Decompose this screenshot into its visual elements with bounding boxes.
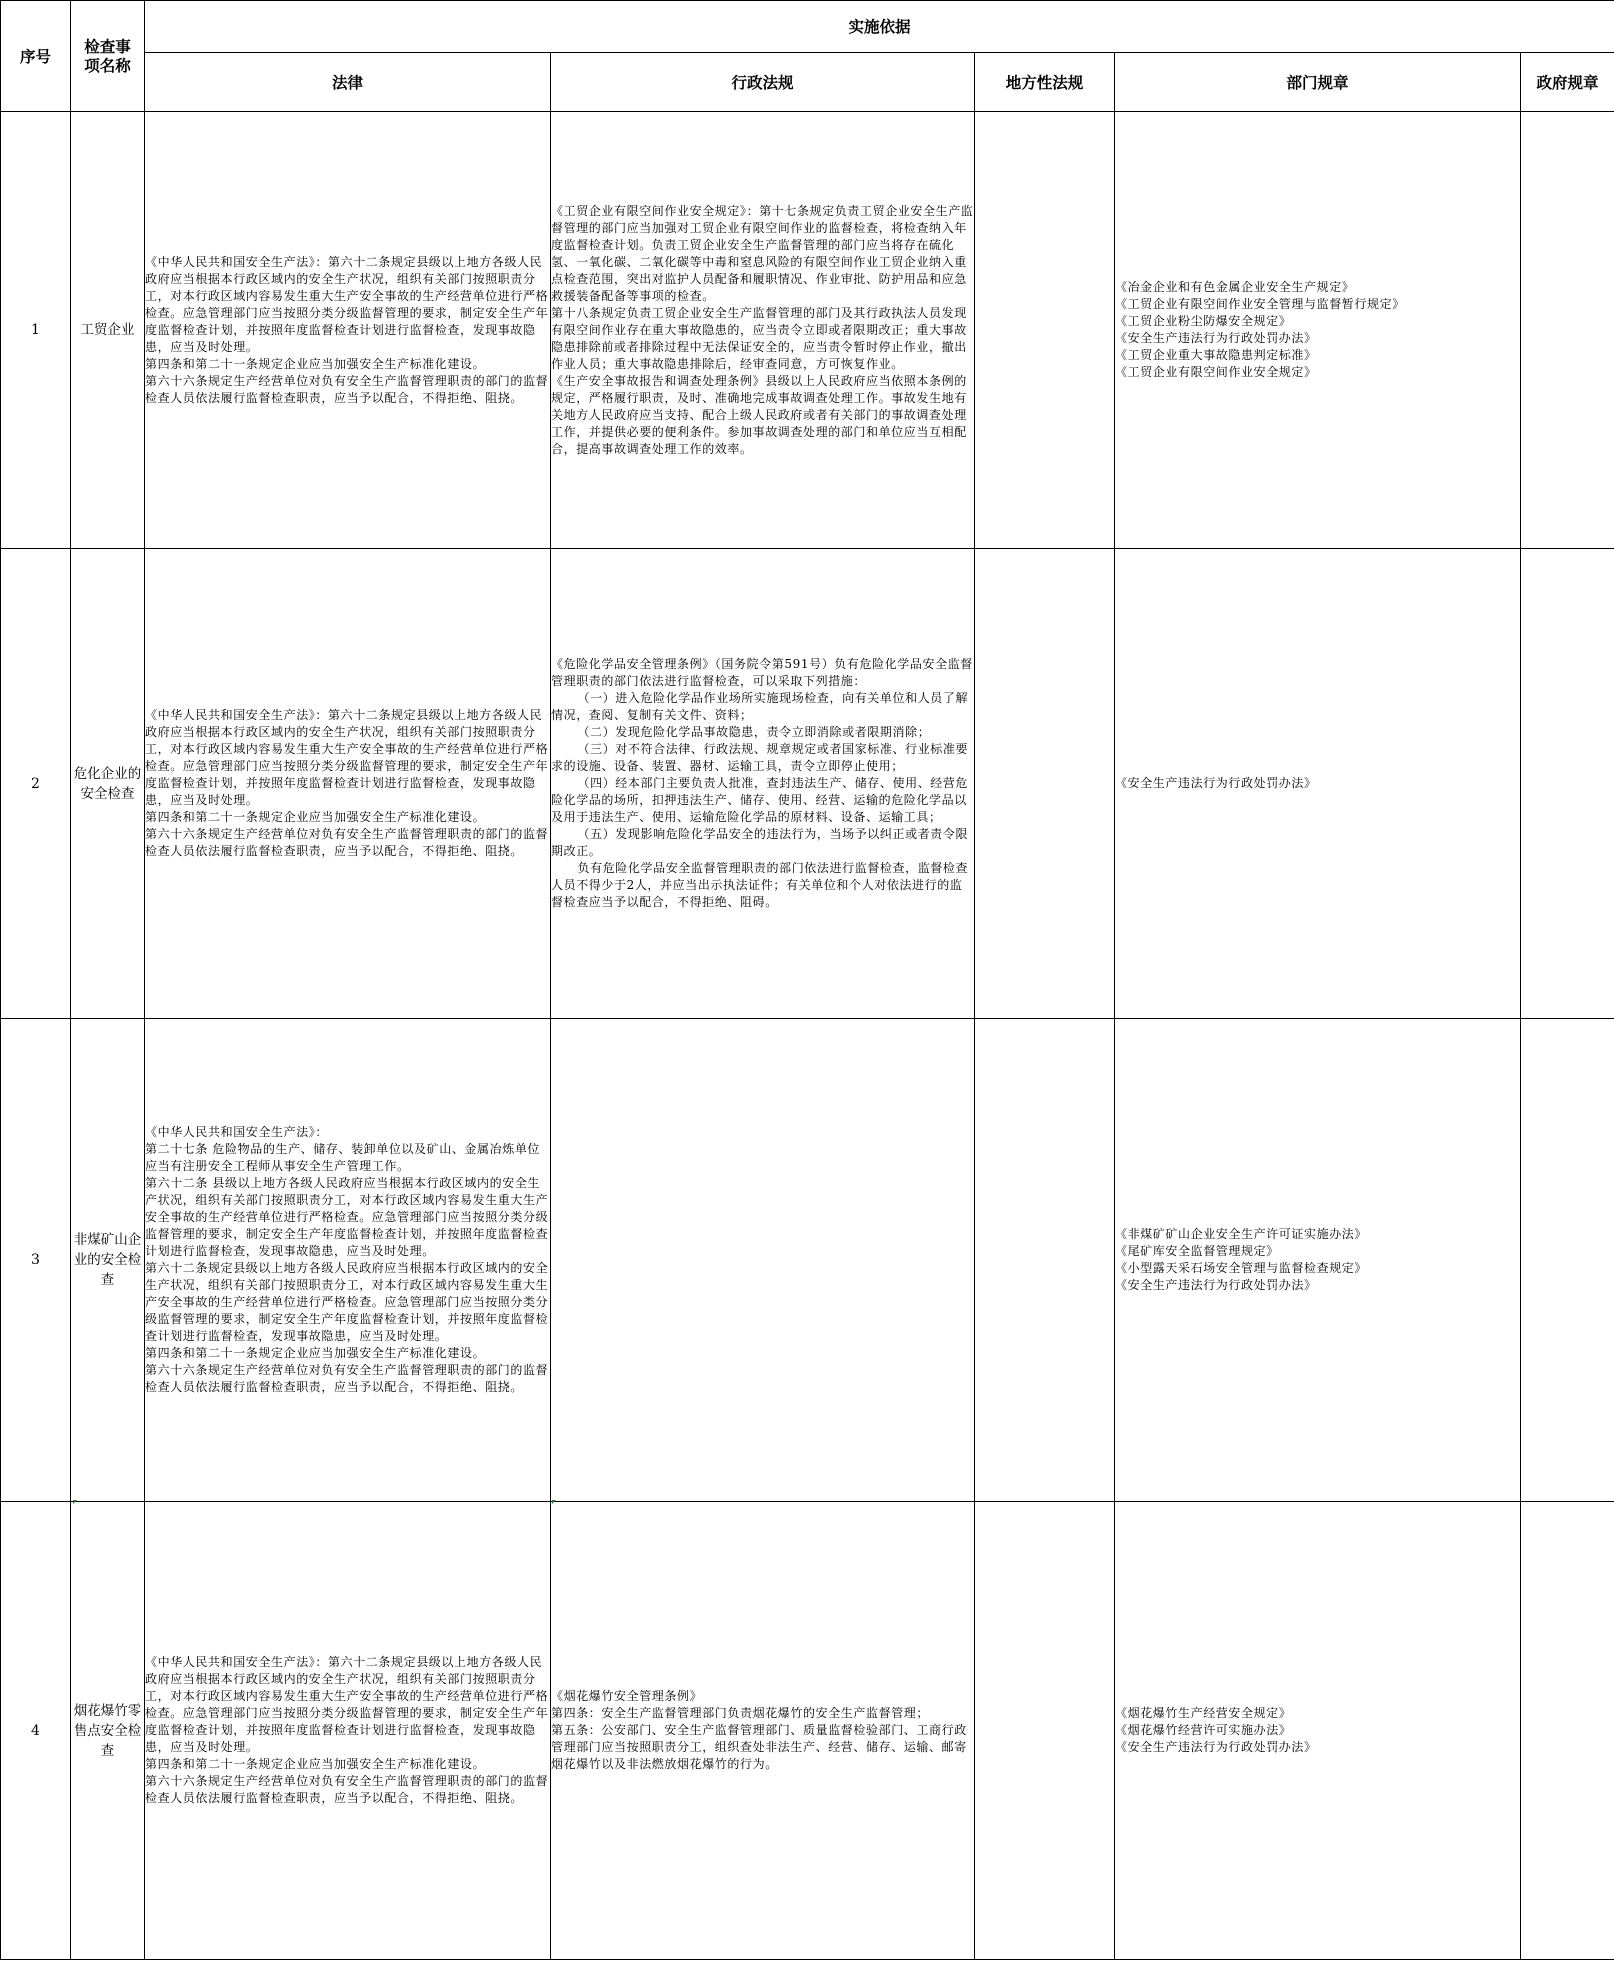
row-number: 3: [1, 1019, 71, 1502]
header-dept-rule: 部门规章: [1115, 53, 1521, 112]
cell-comment-marker: [552, 1500, 556, 1504]
row-admin-reg-text: 《工贸企业有限空间作业安全规定》：第十七条规定负责工贸企业安全生产监督管理的部门应当加强对工贸企业有限空间作业的监督检查，将检查纳入年度监督检查计划。负责工贸企业安全生产监督管理的部门应当将存在硫化氢、一氧化碳、二氧化碳等中毒和窒息风险的有限空间作业工贸企业纳入重点检查范围，突出对监护人员配备和履职情况、作业审批、防护用品和应急救援装备配备等事项的检查。 第十八条规定负责工贸企业安全生产监督管理的部门及其行政执法人员发现有限空间作业存在重大事故隐患的，应当责令立即或者限期改正；重大事故隐患排除前或者排除过程中无法保证安全的，应当责令暂时停止作业，撤出作业人员；重大事故隐患排除后，经审查同意，方可恢复作业。 《生产安全事故报告和调查处理条例》县级以上人民政府应当依照本条例的规定，严格履行职责，及时、准确地完成事故调查处理工作。事故发生地有关地方人民政府应当支持、配合上级人民政府或者有关部门的事故调查处理工作，并提供必要的便利条件。参加事故调查处理的部门和单位应当互相配合，提高事故调查处理工作的效率。: [551, 112, 975, 549]
row-local-reg-text: [975, 1019, 1115, 1502]
header-row-2: [1, 53, 1614, 112]
row-gov-rule-text: [1521, 112, 1614, 549]
row-dept-rule-text: 《非煤矿矿山企业安全生产许可证实施办法》 《尾矿库安全监督管理规定》 《小型露天采石场安全管理与监督检查规定》 《安全生产违法行为行政处罚办法》: [1115, 1019, 1521, 1502]
row-law-text: 《中华人民共和国安全生产法》：第六十二条规定县级以上地方各级人民政府应当根据本行政区域内的安全生产状况，组织有关部门按照职责分工，对本行政区域内容易发生重大生产安全事故的生产经营单位进行严格检查。应急管理部门应当按照分类分级监督管理的要求，制定安全生产年度监督检查计划，并按照年度监督检查计划进行监督检查，发现事故隐患，应当及时处理。 第四条和第二十一条规定企业应当加强安全生产标准化建设。 第六十六条规定生产经营单位对负有安全生产监督管理职责的部门的监督检查人员依法履行监督检查职责，应当予以配合，不得拒绝、阻挠。: [145, 1502, 551, 1960]
row-number: 1: [1, 112, 71, 549]
header-local-reg: 地方性法规: [975, 53, 1115, 112]
table-row: [1, 1502, 1614, 1960]
cell-comment-marker: [73, 1500, 77, 1504]
row-dept-rule-text: 《安全生产违法行为行政处罚办法》: [1115, 549, 1521, 1019]
row-item-name: 工贸企业: [71, 112, 145, 549]
row-local-reg-text: [975, 549, 1115, 1019]
row-admin-reg-text: 《危险化学品安全管理条例》（国务院令第591号）负有危险化学品安全监督管理职责的部门依法进行监督检查，可以采取下列措施： （一）进入危险化学品作业场所实施现场检查，向有关单位和人员了解情况，查阅、复制有关文件、资料； （二）发现危险化学品事故隐患，责令立即消除或者限期消除； （三）对不符合法律、行政法规、规章规定或者国家标准、行业标准要求的设施、设备、装置、器材、运输工具，责令立即停止使用； （四）经本部门主要负责人批准，查封违法生产、储存、使用、经营危险化学品的场所，扣押违法生产、储存、使用、经营、运输的危险化学品以及用于违法生产、使用、运输危险化学品的原材料、设备、运输工具； （五）发现影响危险化学品安全的违法行为，当场予以纠正或者责令限期改正。 负有危险化学品安全监督管理职责的部门依法进行监督检查，监督检查人员不得少于2人，并应当出示执法证件；有关单位和个人对依法进行的监督检查应当予以配合，不得拒绝、阻碍。: [551, 549, 975, 1019]
row-gov-rule-text: [1521, 1019, 1614, 1502]
row-admin-reg-text: 《烟花爆竹安全管理条例》 第四条：安全生产监督管理部门负责烟花爆竹的安全生产监督管理； 第五条：公安部门、安全生产监督管理部门、质量监督检验部门、工商行政管理部门应当按照职责分工，组织查处非法生产、经营、储存、运输、邮寄烟花爆竹以及非法燃放烟花爆竹的行为。: [551, 1502, 975, 1960]
row-number: 4: [1, 1502, 71, 1960]
header-basis: 实施依据: [145, 1, 1614, 53]
header-law: 法律: [145, 53, 551, 112]
row-law-text: 《中华人民共和国安全生产法》：第六十二条规定县级以上地方各级人民政府应当根据本行政区域内的安全生产状况，组织有关部门按照职责分工，对本行政区域内容易发生重大生产安全事故的生产经营单位进行严格检查。应急管理部门应当按照分类分级监督管理的要求，制定安全生产年度监督检查计划，并按照年度监督检查计划进行监督检查，发现事故隐患，应当及时处理。 第四条和第二十一条规定企业应当加强安全生产标准化建设。 第六十六条规定生产经营单位对负有安全生产监督管理职责的部门的监督检查人员依法履行监督检查职责，应当予以配合，不得拒绝、阻挠。: [145, 549, 551, 1019]
row-item-name: 危化企业的安全检查: [71, 549, 145, 1019]
row-dept-rule-text: 《烟花爆竹生产经营安全规定》 《烟花爆竹经营许可实施办法》 《安全生产违法行为行政处罚办法》: [1115, 1502, 1521, 1960]
row-dept-rule-text: 《冶金企业和有色金属企业安全生产规定》 《工贸企业有限空间作业安全管理与监督暂行规定》 《工贸企业粉尘防爆安全规定》 《安全生产违法行为行政处罚办法》 《工贸企业重大事故隐患判定标准》 《工贸企业有限空间作业安全规定》: [1115, 112, 1521, 549]
row-gov-rule-text: [1521, 549, 1614, 1019]
header-gov-rule: 政府规章: [1521, 53, 1614, 112]
row-item-name: 烟花爆竹零售点安全检查: [71, 1502, 145, 1960]
header-seq: 序号: [1, 1, 71, 112]
header-item-name: 检查事项名称: [71, 1, 145, 112]
table-row: [1, 549, 1614, 1019]
row-local-reg-text: [975, 1502, 1115, 1960]
row-law-text: 《中华人民共和国安全生产法》：第六十二条规定县级以上地方各级人民政府应当根据本行政区域内的安全生产状况，组织有关部门按照职责分工，对本行政区域内容易发生重大生产安全事故的生产经营单位进行严格检查。应急管理部门应当按照分类分级监督管理的要求，制定安全生产年度监督检查计划，并按照年度监督检查计划进行监督检查，发现事故隐患，应当及时处理。 第四条和第二十一条规定企业应当加强安全生产标准化建设。 第六十六条规定生产经营单位对负有安全生产监督管理职责的部门的监督检查人员依法履行监督检查职责，应当予以配合，不得拒绝、阻挠。: [145, 112, 551, 549]
table-row: [1, 1019, 1614, 1502]
row-gov-rule-text: [1521, 1502, 1614, 1960]
row-item-name: 非煤矿山企业的安全检查: [71, 1019, 145, 1502]
table-row: [1, 112, 1614, 549]
row-law-text: 《中华人民共和国安全生产法》： 第二十七条 危险物品的生产、储存、装卸单位以及矿山、金属冶炼单位应当有注册安全工程师从事安全生产管理工作。 第六十二条 县级以上地方各级人民政府应当根据本行政区域内的安全生产状况，组织有关部门按照职责分工，对本行政区域内容易发生重大生产安全事故的生产经营单位进行严格检查。应急管理部门应当按照分类分级监督管理的要求，制定安全生产年度监督检查计划，并按照年度监督检查计划进行监督检查，发现事故隐患，应当及时处理。 第六十二条规定县级以上地方各级人民政府应当根据本行政区域内的安全生产状况，组织有关部门按照职责分工，对本行政区域内容易发生重大生产安全事故的生产经营单位进行严格检查。应急管理部门应当按照分类分级监督管理的要求，制定安全生产年度监督检查计划，并按照年度监督检查计划进行监督检查，发现事故隐患，应当及时处理。 第四条和第二十一条规定企业应当加强安全生产标准化建设。 第六十六条规定生产经营单位对负有安全生产监督管理职责的部门的监督检查人员依法履行监督检查职责，应当予以配合，不得拒绝、阻挠。: [145, 1019, 551, 1502]
header-row-1: [1, 1, 1614, 53]
row-number: 2: [1, 549, 71, 1019]
row-local-reg-text: [975, 112, 1115, 549]
row-admin-reg-text: [551, 1019, 975, 1502]
header-admin-reg: 行政法规: [551, 53, 975, 112]
